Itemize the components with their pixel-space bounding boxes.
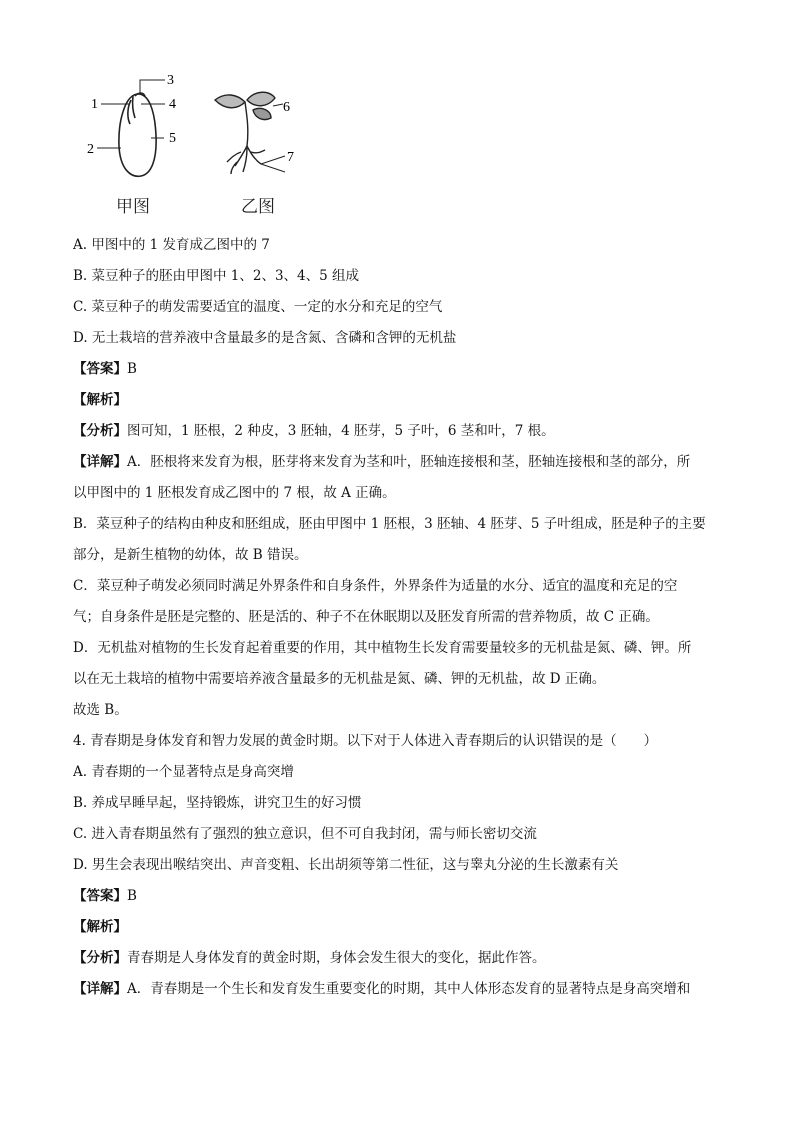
label-6: 6 [283, 100, 290, 115]
q3-fenxi [73, 416, 723, 447]
q3-detail-line-0 [73, 447, 723, 478]
q4-answer-tag: 【答案】 [73, 888, 127, 904]
q4-fenxi [73, 943, 723, 974]
bean-seed-drawing [97, 80, 165, 176]
q3-answer-value: B [127, 361, 137, 377]
q3-detail-line-4: C．菜豆种子萌发必须同时满足外界条件和自身条件，外界条件为适量的水分、适宜的温度和充足的空 [73, 578, 678, 594]
q3-option-c: C. 菜豆种子的萌发需要适宜的温度、一定的水分和充足的空气 [73, 299, 443, 315]
caption-jia: 甲图 [116, 197, 150, 217]
label-7: 7 [287, 150, 294, 165]
q3-option-a: A. 甲图中的 1 发育成乙图中的 7 [73, 237, 270, 253]
q4-option-c: C. 进入青春期虽然有了强烈的独立意识，但不可自我封闭，需与师长密切交流 [73, 826, 537, 842]
q4-option-b: B. 养成早睡早起，坚持锻炼，讲究卫生的好习惯 [73, 795, 362, 811]
q4-answer-value: B [127, 888, 137, 904]
q4-stem: 4. 青春期是身体发育和智力发展的黄金时期。以下对于人体进入青春期后的认识错误的是（ ） [73, 733, 658, 749]
q4-xiangjie-tag: 【详解】 [73, 981, 127, 997]
seed-figure [85, 66, 315, 216]
q4-fenxi-text: 青春期是人身体发育的黄金时期，身体会发生很大的变化，据此作答。 [127, 950, 546, 966]
q3-answer [73, 354, 723, 385]
label-5: 5 [169, 131, 176, 146]
q3-xiangjie-tag: 【详解】 [73, 454, 127, 470]
q3-analysis-tag: 【解析】 [73, 392, 127, 408]
q3-detail-line-5: 气；自身条件是胚是完整的、胚是活的、种子不在休眠期以及胚发育所需的营养物质，故 C 正确。 [73, 609, 659, 625]
q3-conclusion: 故选 B。 [73, 702, 128, 718]
label-4: 4 [169, 97, 176, 112]
q3-detail-line-6: D．无机盐对植物的生长发育起着重要的作用，其中植物生长发育需要量较多的无机盐是氮、磷、钾。所 [73, 640, 692, 656]
q4-analysis-heading [73, 912, 723, 943]
label-1: 1 [91, 97, 98, 112]
q3-detail-line-2: B．菜豆种子的结构由种皮和胚组成，胚由甲图中 1 胚根，3 胚轴、4 胚芽、5 子叶组成，胚是种子的主要 [73, 516, 706, 532]
q3-answer-tag: 【答案】 [73, 361, 127, 377]
q3-detail-line-1: 以甲图中的 1 胚根发育成乙图中的 7 根，故 A 正确。 [73, 485, 396, 501]
q3-option-b: B. 菜豆种子的胚由甲图中 1、2、3、4、5 组成 [73, 268, 360, 284]
q4-detail-text-0: A．青春期是一个生长和发育发生重要变化的时期，其中人体形态发育的显著特点是身高突增和 [127, 981, 691, 997]
q4-detail-line-0 [73, 974, 723, 1005]
document-body [73, 230, 723, 1005]
label-3: 3 [167, 73, 174, 88]
q3-fenxi-tag: 【分析】 [73, 423, 127, 439]
q3-analysis-heading [73, 385, 723, 416]
caption-yi: 乙图 [241, 197, 275, 217]
q4-option-d: D. 男生会表现出喉结突出、声音变粗、长出胡须等第二性征，这与睾丸分泌的生长激素有关 [73, 857, 619, 873]
q3-detail-text-0: A．胚根将来发育为根，胚芽将来发育为茎和叶，胚轴连接根和茎，胚轴连接根和茎的部分，所 [127, 454, 691, 470]
q3-detail-line-7: 以在无土栽培的植物中需要培养液含量最多的无机盐是氮、磷、钾的无机盐，故 D 正确。 [73, 671, 606, 687]
q4-analysis-tag: 【解析】 [73, 919, 127, 935]
q3-fenxi-text: 图可知，1 胚根，2 种皮，3 胚轴，4 胚芽，5 子叶，6 茎和叶，7 根。 [127, 423, 555, 439]
seed-diagram-svg [85, 66, 315, 191]
q3-detail-line-3: 部分，是新生植物的幼体，故 B 错误。 [73, 547, 308, 563]
seedling-drawing [215, 92, 285, 174]
q4-answer [73, 881, 723, 912]
q4-option-a: A. 青春期的一个显著特点是身高突增 [73, 764, 294, 780]
q3-option-d: D. 无土栽培的营养液中含量最多的是含氮、含磷和含钾的无机盐 [73, 330, 457, 346]
label-2: 2 [87, 142, 94, 157]
q4-fenxi-tag: 【分析】 [73, 950, 127, 966]
